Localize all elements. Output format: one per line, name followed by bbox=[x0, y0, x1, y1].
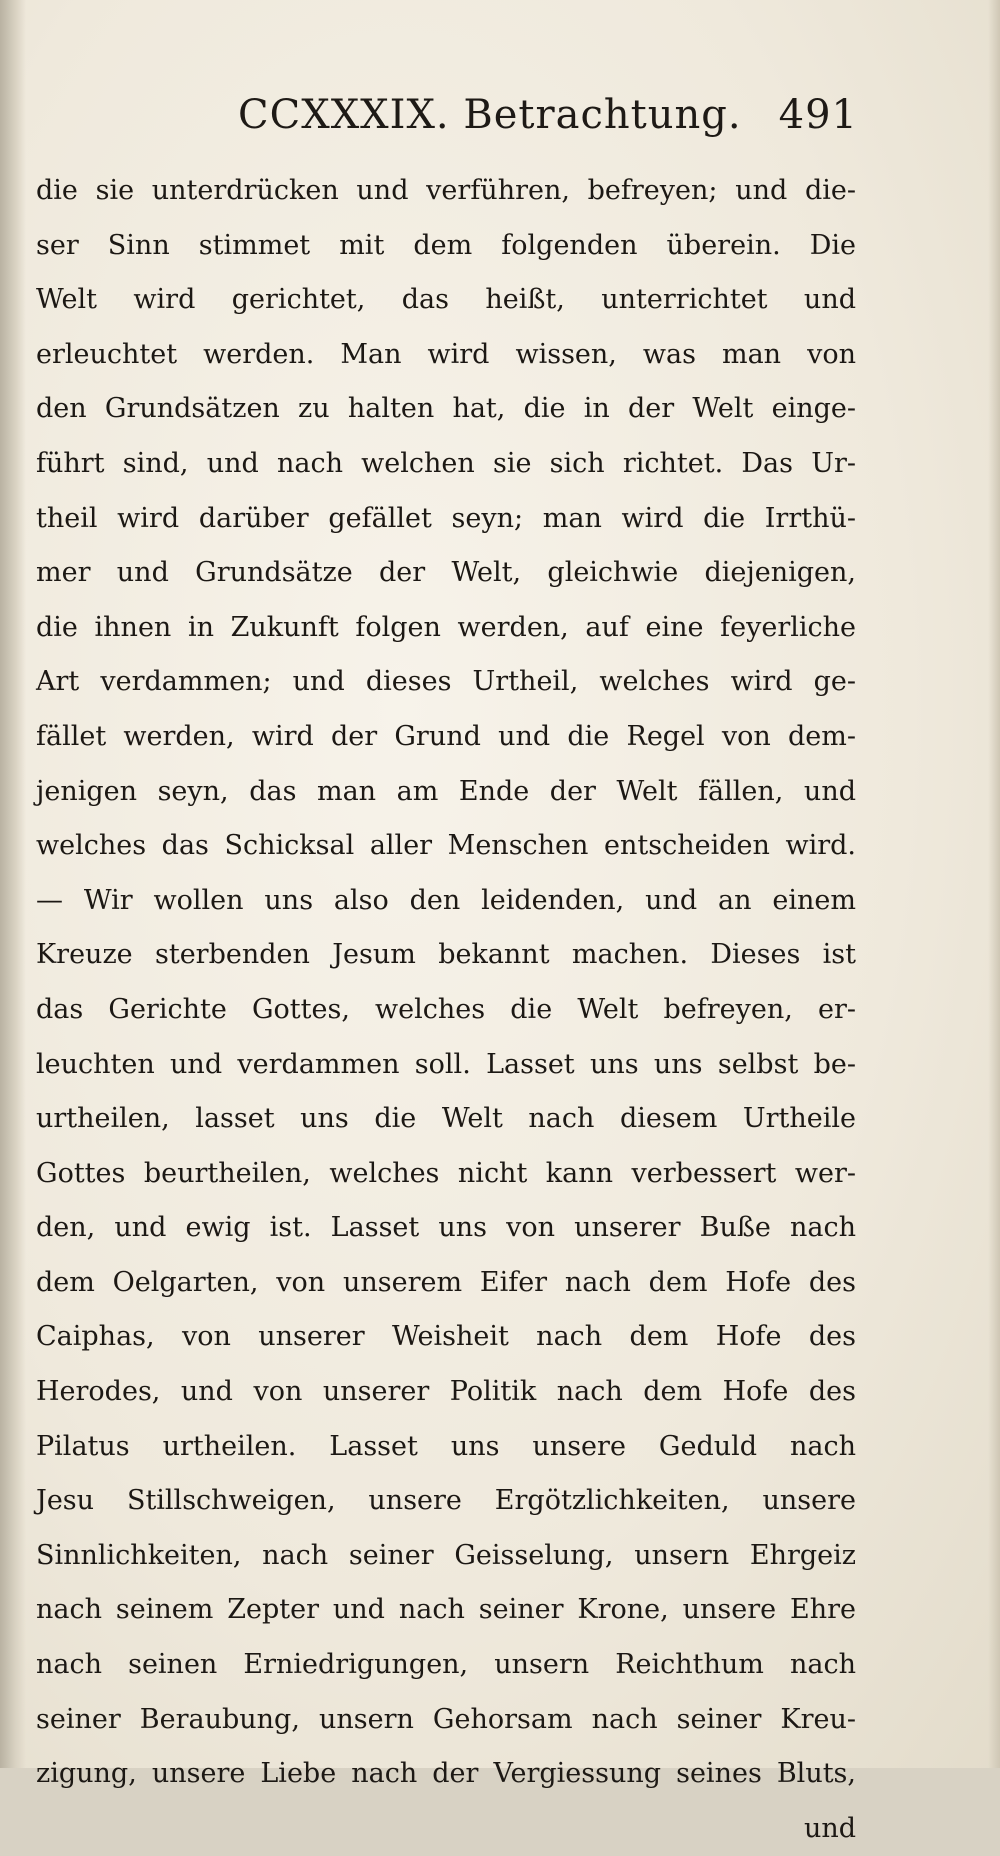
text-line: Sinnlichkeiten, nach seiner Geisselung, unsern Ehrgeiz bbox=[36, 1539, 856, 1571]
text-line: erleuchtet werden. Man wird wissen, was man von bbox=[36, 338, 856, 370]
text-line: theil wird darüber gefället seyn; man wird die Irrthü- bbox=[36, 502, 856, 534]
text-line: den, und ewig ist. Lasset uns von unserer Buße nach bbox=[36, 1212, 856, 1244]
chapter-title: CCXXXIX. Betrachtung. bbox=[238, 92, 742, 138]
page-number: 491 bbox=[778, 92, 858, 138]
text-line: urtheilen, lasset uns die Welt nach diesem Urtheile bbox=[36, 1103, 856, 1135]
page-edge-shadow bbox=[988, 0, 1000, 1768]
body-text bbox=[36, 164, 856, 1856]
text-line: dem Oelgarten, von unserem Eifer nach dem Hofe des bbox=[36, 1266, 856, 1298]
page-gutter-shadow bbox=[0, 0, 26, 1768]
text-line: Caiphas, von unserer Weisheit nach dem Hofe des bbox=[36, 1321, 856, 1353]
text-line: leuchten und verdammen soll. Lasset uns uns selbst be- bbox=[36, 1048, 856, 1080]
text-line: führt sind, und nach welchen sie sich richtet. Das Ur- bbox=[36, 447, 856, 479]
text-line: Herodes, und von unserer Politik nach dem Hofe des bbox=[36, 1376, 856, 1408]
text-line: Welt wird gerichtet, das heißt, unterrichtet und bbox=[36, 284, 856, 316]
text-line: welches das Schicksal aller Menschen entscheiden wird. bbox=[36, 830, 856, 862]
text-line: Art verdammen; und dieses Urtheil, welches wird ge- bbox=[36, 666, 856, 698]
text-line: — Wir wollen uns also den leidenden, und an einem bbox=[36, 884, 856, 916]
text-line: nach seinen Erniedrigungen, unsern Reichthum nach bbox=[36, 1649, 856, 1681]
text-line: die ihnen in Zukunft folgen werden, auf eine feyerliche bbox=[36, 611, 856, 643]
catchword: und bbox=[803, 1812, 856, 1844]
text-line: die sie unterdrücken und verführen, befreyen; und die- bbox=[36, 175, 856, 206]
text-line: Gottes beurtheilen, welches nicht kann verbessert wer- bbox=[36, 1157, 856, 1189]
text-line: das Gerichte Gottes, welches die Welt befreyen, er- bbox=[36, 993, 856, 1025]
running-header bbox=[238, 92, 858, 152]
text-line: Jesu Stillschweigen, unsere Ergötzlichkeiten, unsere bbox=[36, 1485, 856, 1517]
text-line: mer und Grundsätze der Welt, gleichwie diejenigen, bbox=[36, 557, 856, 589]
text-line: jenigen seyn, das man am Ende der Welt fällen, und bbox=[36, 775, 856, 807]
text-line: ser Sinn stimmet mit dem folgenden überein. Die bbox=[36, 229, 856, 261]
text-line: Kreuze sterbenden Jesum bekannt machen. Dieses ist bbox=[36, 939, 856, 971]
text-line: den Grundsätzen zu halten hat, die in der Welt einge- bbox=[36, 393, 856, 425]
text-line: zigung, unsere Liebe nach der Vergiessung seines Bluts, bbox=[36, 1758, 856, 1790]
text-line: seiner Beraubung, unsern Gehorsam nach seiner Kreu- bbox=[36, 1703, 856, 1735]
text-line: fället werden, wird der Grund und die Regel von dem- bbox=[36, 720, 856, 752]
text-line: nach seinem Zepter und nach seiner Krone, unsere Ehre bbox=[36, 1594, 856, 1626]
text-line: Pilatus urtheilen. Lasset uns unsere Geduld nach bbox=[36, 1430, 856, 1462]
